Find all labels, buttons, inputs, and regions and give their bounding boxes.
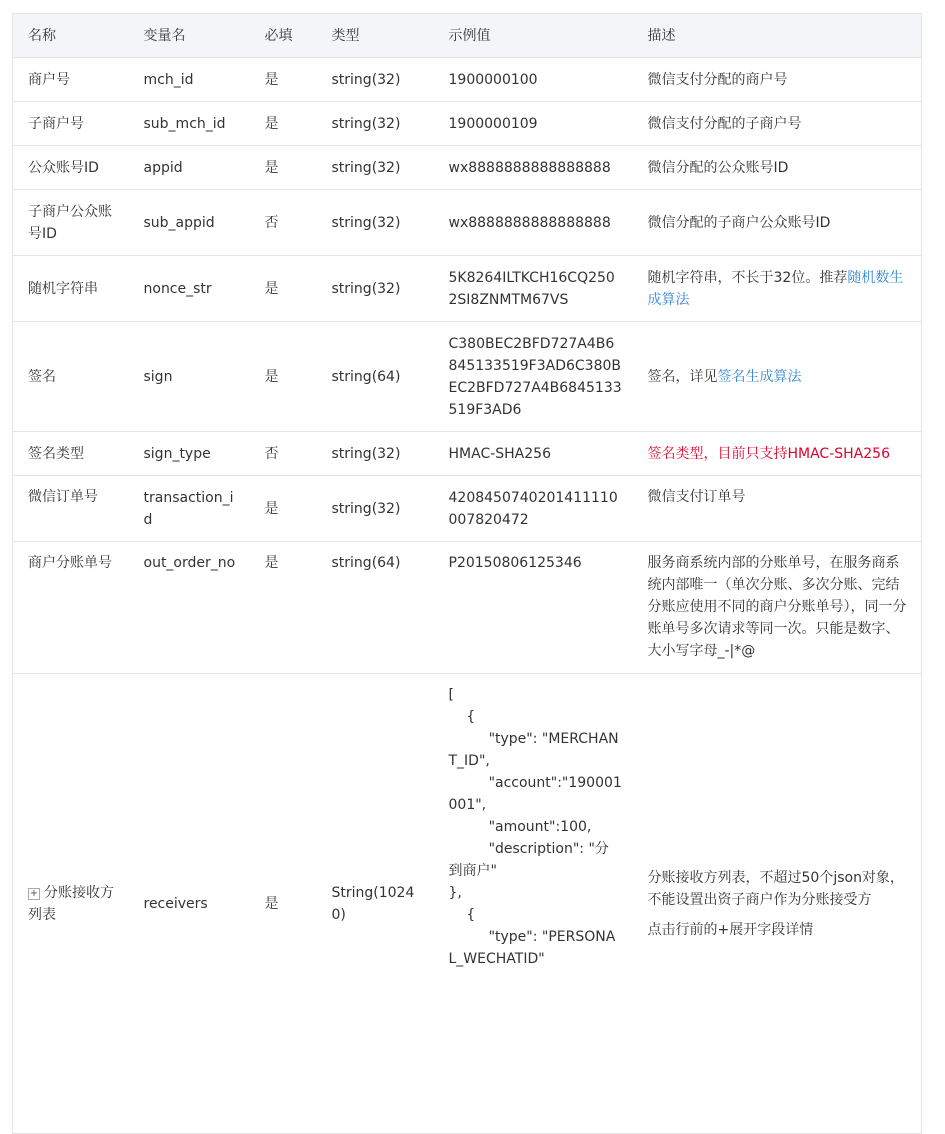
cell-name: 子商户号 <box>13 102 129 146</box>
cell-name: 子商户公众账号ID <box>13 190 129 256</box>
table-row <box>13 476 922 542</box>
cell-name: 签名 <box>13 322 129 432</box>
cell-name: 随机字符串 <box>13 256 129 322</box>
cell-example: P20150806125346 <box>434 542 633 674</box>
cell-name: 商户号 <box>13 58 129 102</box>
header-required: 必填 <box>250 14 317 58</box>
cell-type: string(32) <box>317 432 434 476</box>
table-row <box>13 190 922 256</box>
signature-algorithm-link[interactable]: 签名生成算法 <box>717 368 802 385</box>
cell-name <box>13 674 129 1134</box>
cell-description <box>633 674 922 1134</box>
cell-required: 是 <box>250 674 317 1134</box>
table-row-expandable <box>13 674 922 1134</box>
header-description: 描述 <box>633 14 922 58</box>
cell-variable: nonce_str <box>129 256 250 322</box>
cell-description <box>633 256 922 322</box>
cell-description <box>633 322 922 432</box>
cell-description: 服务商系统内部的分账单号，在服务商系统内部唯一（单次分账、多次分账、完结分账应使用不同的商户分账单号），同一分账单号多次请求等同一次。只能是数字、大小写字母_-|*@ <box>633 542 922 674</box>
cell-type: String(10240) <box>317 674 434 1134</box>
description-text: 签名，详见 <box>647 368 718 385</box>
cell-example: 5K8264ILTKCH16CQ2502SI8ZNMTM67VS <box>434 256 633 322</box>
cell-variable: receivers <box>129 674 250 1134</box>
cell-type: string(32) <box>317 476 434 542</box>
table-header-row <box>13 14 922 58</box>
cell-type: string(32) <box>317 146 434 190</box>
cell-type: string(64) <box>317 542 434 674</box>
cell-description: 微信支付订单号 <box>633 476 922 542</box>
header-example: 示例值 <box>434 14 633 58</box>
cell-example: HMAC-SHA256 <box>434 432 633 476</box>
cell-variable: transaction_id <box>129 476 250 542</box>
cell-type: string(64) <box>317 322 434 432</box>
cell-description: 微信分配的公众账号ID <box>633 146 922 190</box>
cell-example: 1900000100 <box>434 58 633 102</box>
header-variable: 变量名 <box>129 14 250 58</box>
table-row <box>13 256 922 322</box>
parameter-table <box>12 13 922 1134</box>
cell-required: 否 <box>250 432 317 476</box>
cell-required: 否 <box>250 190 317 256</box>
table-row <box>13 432 922 476</box>
cell-variable: sign <box>129 322 250 432</box>
cell-example: wx8888888888888888 <box>434 190 633 256</box>
cell-variable: sign_type <box>129 432 250 476</box>
description-text: 分账接收方列表，不超过50个json对象，不能设置出资子商户作为分账接受方 <box>647 869 904 908</box>
cell-required: 是 <box>250 58 317 102</box>
cell-variable: out_order_no <box>129 542 250 674</box>
table-row <box>13 322 922 432</box>
expand-tip: 点击行前的+展开字段详情 <box>647 921 814 938</box>
cell-variable: appid <box>129 146 250 190</box>
table-row <box>13 542 922 674</box>
cell-type: string(32) <box>317 190 434 256</box>
cell-example: 1900000109 <box>434 102 633 146</box>
cell-example: 4208450740201411110007820472 <box>434 476 633 542</box>
cell-required: 是 <box>250 146 317 190</box>
cell-required: 是 <box>250 322 317 432</box>
cell-type: string(32) <box>317 58 434 102</box>
cell-required: 是 <box>250 476 317 542</box>
table-row <box>13 146 922 190</box>
cell-name: 微信订单号 <box>13 476 129 542</box>
cell-name: 签名类型 <box>13 432 129 476</box>
cell-description: 微信分配的子商户公众账号ID <box>633 190 922 256</box>
table-row <box>13 58 922 102</box>
cell-type: string(32) <box>317 102 434 146</box>
cell-name: 公众账号ID <box>13 146 129 190</box>
description-text: 随机字符串，不长于32位。推荐 <box>647 269 848 286</box>
cell-name-text: 分账接收方列表 <box>28 884 114 923</box>
cell-name: 商户分账单号 <box>13 542 129 674</box>
cell-example: [ { "type": "MERCHANT_ID", "account":"190001001", "amount":100, "description": "分到商户" }, { "type": "PERSONAL_WECHATID" <box>434 674 633 1134</box>
cell-required: 是 <box>250 542 317 674</box>
cell-type: string(32) <box>317 256 434 322</box>
cell-variable: mch_id <box>129 58 250 102</box>
cell-description: 签名类型，目前只支持HMAC-SHA256 <box>633 432 922 476</box>
cell-example: wx8888888888888888 <box>434 146 633 190</box>
expand-icon[interactable]: + <box>29 887 39 899</box>
header-type: 类型 <box>317 14 434 58</box>
cell-variable: sub_appid <box>129 190 250 256</box>
random-number-algorithm-link[interactable]: 随机数生成算法 <box>647 269 904 308</box>
header-name: 名称 <box>13 14 129 58</box>
cell-required: 是 <box>250 102 317 146</box>
cell-description: 微信支付分配的子商户号 <box>633 102 922 146</box>
table-row <box>13 102 922 146</box>
cell-variable: sub_mch_id <box>129 102 250 146</box>
cell-required: 是 <box>250 256 317 322</box>
cell-description: 微信支付分配的商户号 <box>633 58 922 102</box>
cell-example: C380BEC2BFD727A4B6845133519F3AD6C380BEC2BFD727A4B6845133519F3AD6 <box>434 322 633 432</box>
